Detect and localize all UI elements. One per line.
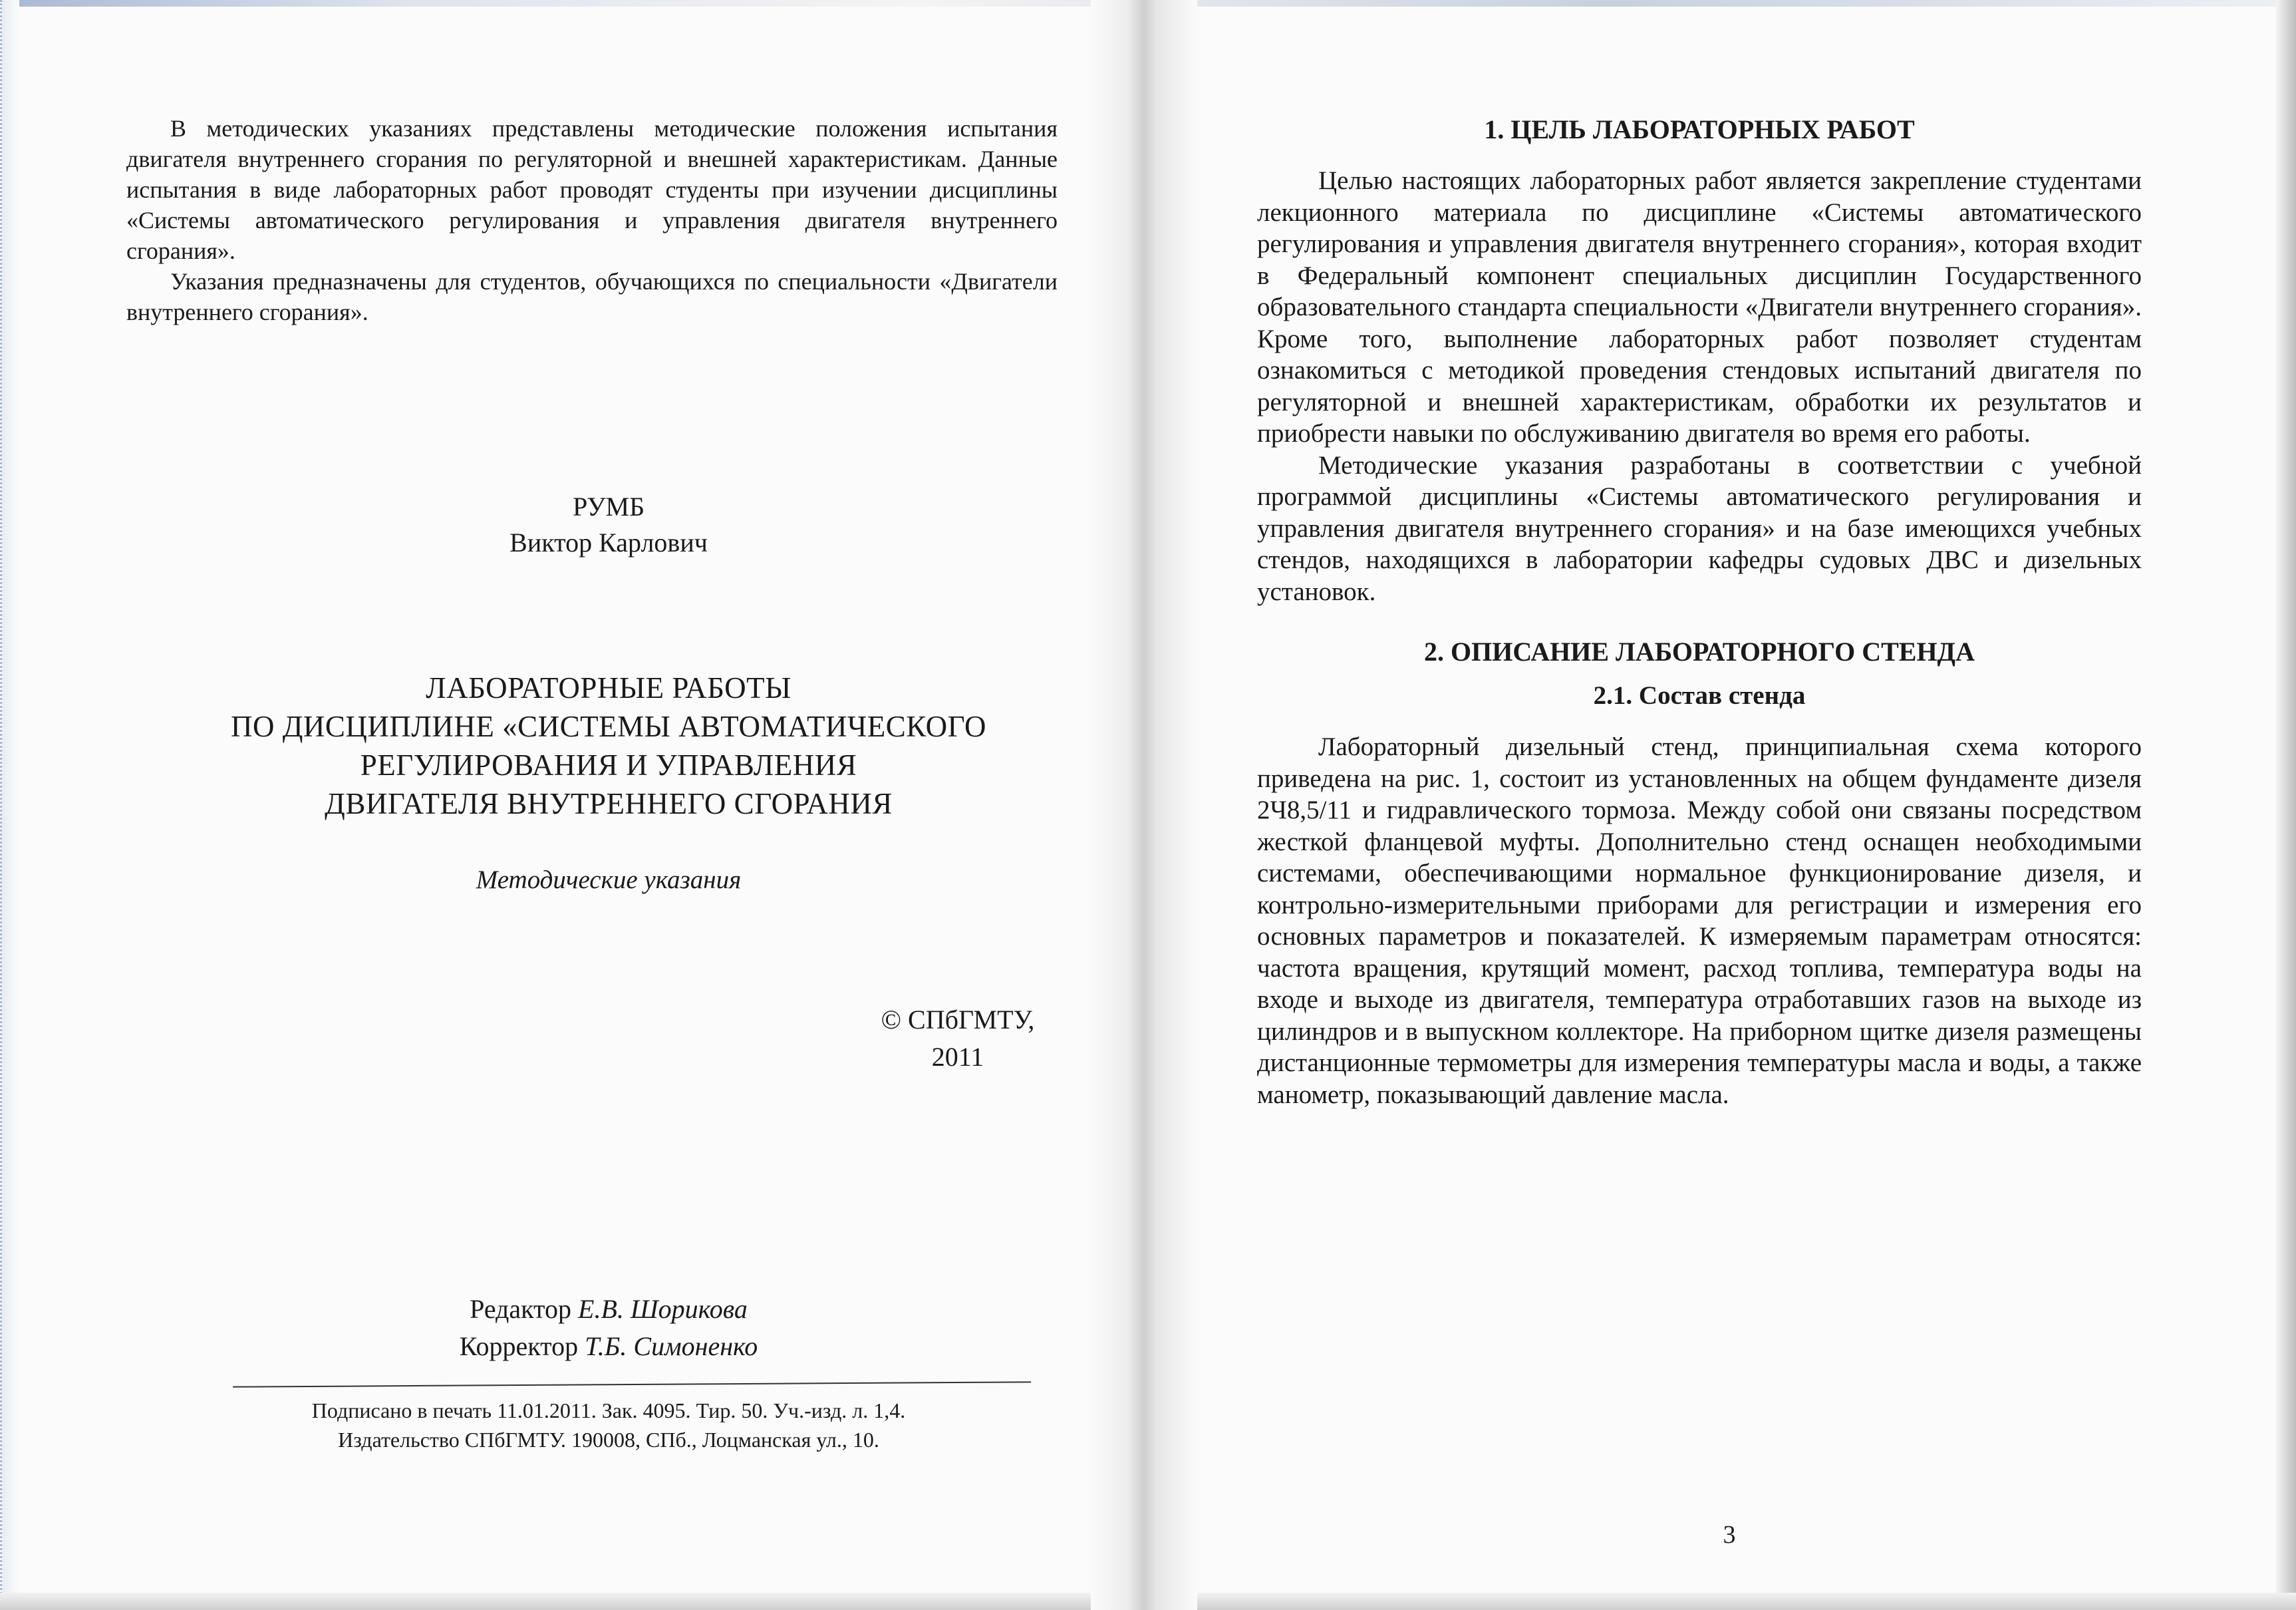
annotation-paragraph: В методических указаниях представлены методические положения испытания двигателя внутреннего сгорания по регуляторной и внешней характеристикам. Данные испытания в виде лабораторных работ проводят студенты при изучении дисциплины «Системы автоматического регулирования и управления двигателя внутреннего сгорания».	[126, 115, 1058, 264]
corrector-label: Корректор	[459, 1331, 579, 1361]
subsection-heading: 2.1. Состав стенда	[1593, 681, 1806, 710]
body-paragraph: Методические указания разработаны в соответствии с учебной программой дисциплины «Системы автоматического регулирования и управления двигателя внутреннего сгорания» и на базе имеющихся учебных стендов, находящихся в лаборатории кафедры судовых ДВС и дизельных установок.	[1257, 450, 2142, 606]
author-surname: РУМБ	[572, 492, 645, 522]
title-line: РЕГУЛИРОВАНИЯ И УПРАВЛЕНИЯ	[360, 748, 857, 782]
section-heading: 2. ОПИСАНИЕ ЛАБОРАТОРНОГО СТЕНДА	[1424, 637, 1975, 667]
right-page	[1184, 0, 2275, 1610]
corrector-line	[106, 1328, 1111, 1365]
imprint-block	[20, 1396, 1111, 1454]
annotation-paragraph: Указания предназначены для студентов, обучающихся по специальности «Двигатели внутреннего сгорания».	[126, 268, 1058, 325]
author-name: Виктор Карлович	[509, 528, 708, 558]
editor-label: Редактор	[470, 1294, 572, 1324]
scan-right-edge	[2276, 0, 2296, 1610]
editor-line	[106, 1291, 1111, 1328]
title-line: ДВИГАТЕЛЯ ВНУТРЕННЕГО СГОРАНИЯ	[325, 787, 893, 820]
copyright-block	[838, 1001, 1077, 1076]
corrector-name: Т.Б. Симоненко	[585, 1331, 758, 1361]
credits-block	[20, 1291, 1111, 1365]
imprint-line: Издательство СПбГМТУ. 190008, СПб., Лоцманская ул., 10.	[338, 1428, 879, 1452]
right-page-body	[1257, 113, 2142, 1110]
editor-name: Е.В. Шорикова	[578, 1294, 748, 1324]
page-number: 3	[1723, 1521, 1736, 1549]
copyright-year: 2011	[931, 1042, 984, 1072]
document-title	[20, 669, 1111, 823]
section-heading: 1. ЦЕЛЬ ЛАБОРАТОРНЫХ РАБОТ	[1484, 114, 1915, 144]
body-paragraph: Лабораторный дизельный стенд, принципиальная схема которого приведена на рис. 1, состоит из установленных на общем фундаменте дизеля 2Ч8,5/11 и гидравлического тормоза. Между собой они связаны посредством жесткой фланцевой муфты. Дополнительно стенд оснащен необходимыми системами, обеспечивающими нормальное функционирование дизеля, и контрольно-измерительными приборами для регистрации и измерения его основных параметров и показателей. К измеряемым параметрам относятся: частота вращения, крутящий момент, расход топлива, температура воды на входе и выходе из двигателя, температура отработавших газов на выходе из цилиндров и в выпускном коллекторе. На приборном щитке дизеля размещены дистанционные термометры для измерения температуры масла и воды, а также манометр, показывающий давление масла.	[1257, 732, 2142, 1109]
document-subtitle: Методические указания	[476, 866, 742, 894]
author-block	[20, 489, 1111, 561]
imprint-line: Подписано в печать 11.01.2011. Зак. 4095. Тир. 50. Уч.-изд. л. 1,4.	[311, 1398, 906, 1422]
copyright-holder: © СПбГМТУ,	[881, 1005, 1035, 1035]
left-page	[20, 0, 1111, 1610]
scan-left-edge	[0, 0, 19, 1610]
title-line: ЛАБОРАТОРНЫЕ РАБОТЫ	[426, 671, 791, 705]
title-line: ПО ДИСЦИПЛИНЕ «СИСТЕМЫ АВТОМАТИЧЕСКОГО	[230, 710, 987, 743]
imprint-divider	[233, 1381, 1031, 1387]
annotation-block	[126, 113, 1058, 327]
body-paragraph: Целью настоящих лабораторных работ является закрепление студентами лекционного материала по дисциплине «Системы автоматического регулирования и управления двигателя внутреннего сгорания», которая входит в Федеральный компонент специальных дисциплин Государственного образовательного стандарта специальности «Двигатели внутреннего сгорания». Кроме того, выполнение лабораторных работ позволяет студентам ознакомиться с методикой проведения стендовых испытаний двигателя по регуляторной и внешней характеристикам, обработки их результатов и приобрести навыки по обслуживанию двигателя во время его работы.	[1257, 166, 2142, 448]
